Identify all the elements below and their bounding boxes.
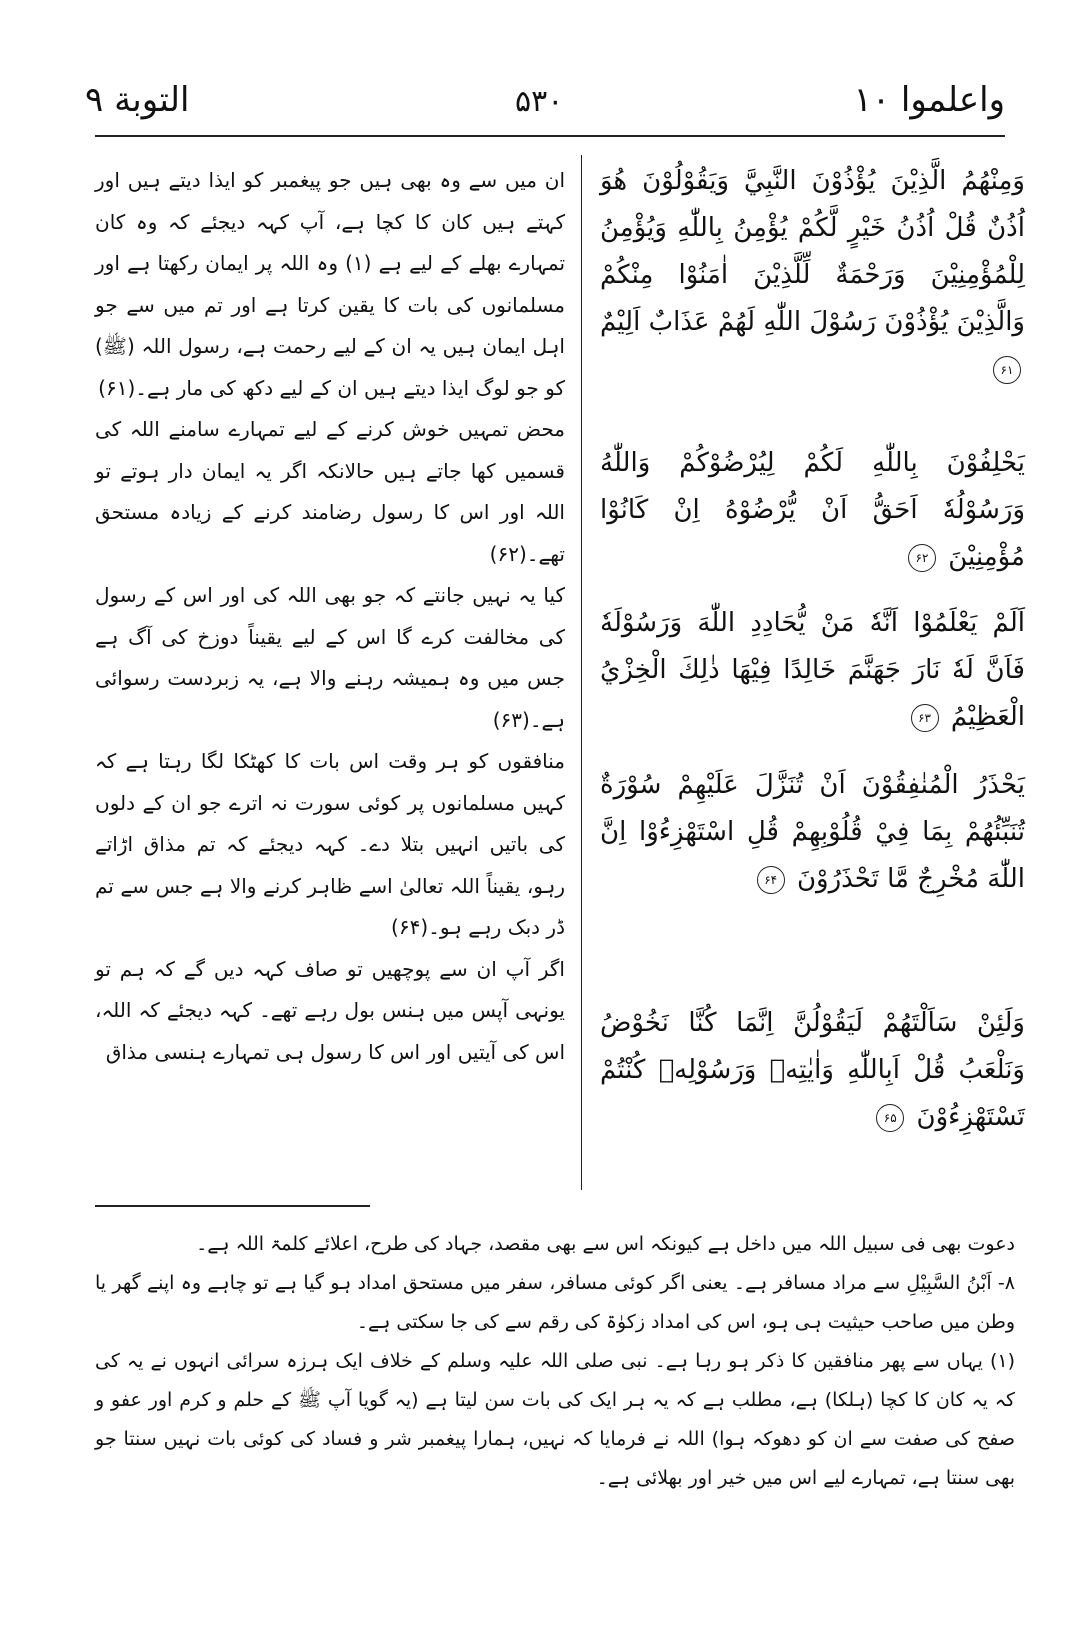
header-rule (95, 135, 1005, 137)
verse-text: يَحْذَرُ الْمُنٰفِقُوْنَ اَنْ تُنَزَّلَ عَلَيْهِمْ سُوْرَةٌ تُنَبِّئُهُمْ بِمَا فِيْ قُلُوْبِهِمْ قُلِ اسْتَهْزِءُوْا اِنَّ اللّٰهَ مُخْرِجٌ مَّا تَحْذَرُوْنَ (600, 770, 1025, 894)
verse-number-badge: ۶۱ (993, 356, 1021, 384)
translation-column (95, 160, 565, 1073)
translation-paragraph: اگر آپ ان سے پوچھیں تو صاف کہہ دیں گے کہ ہم تو یونہی آپس میں ہنس بول رہے تھے۔ کہہ دیجئے کہ اللہ، اس کی آیتیں اور اس کا رسول ہی تمہارے ہنسی مذاق (95, 956, 565, 1064)
verse-text: اَلَمْ يَعْلَمُوْا اَنَّهٗ مَنْ يُّحَادِدِ اللّٰهَ وَرَسُوْلَهٗ فَاَنَّ لَهٗ نَارَ جَهَنَّمَ خَالِدًا فِيْهَا ذٰلِكَ الْخِزْيُ الْعَظِيْمُ (600, 608, 1025, 732)
page-header (85, 80, 1005, 130)
footnote: (۱) یہاں سے پھر منافقین کا ذکر ہو رہا ہے۔ نبی صلی اللہ علیہ وسلم کے خلاف ایک ہرزہ سرائی انہوں نے یہ کی کہ یہ کان کا کچا (ہلکا) ہے، مطلب ہے کہ یہ ہر ایک کی بات سن لیتا ہے (یہ گویا آپ ﷺ کے حلم و کرم اور عفو و صفح کی صفت سے ان کو دھوکہ ہوا) اللہ نے فرمایا کہ نہیں، ہمارا پیغمبر شر و فساد کی کوئی بات نہیں سنتا جو بھی سنتا ہے، تمہارے لیے اس میں خیر اور بھلائی ہے۔ (95, 1350, 1015, 1489)
column-divider (581, 155, 582, 1190)
translation-paragraph: محض تمہیں خوش کرنے کے لیے تمہارے سامنے اللہ کی قسمیں کھا جاتے ہیں حالانکہ اگر یہ ایمان دار ہوتے تو اللہ اور اس کا رسول رضامند کرنے کے زیادہ مستحق تھے۔(۶۲) (95, 417, 565, 566)
translation-paragraph: ان میں سے وہ بھی ہیں جو پیغمبر کو ایذا دیتے ہیں اور کہتے ہیں کان کا کچا ہے، آپ کہہ دیجئے کہ وہ کان تمہارے بھلے کے لیے ہے (۱) وہ اللہ پر ایمان رکھتا ہے اور مسلمانوں کی بات کا یقین کرتا ہے اور تم میں سے جو اہل ایمان ہیں یہ ان کے لیے رحمت ہے، رسول اللہ (ﷺ) کو جو لوگ ایذا دیتے ہیں ان کے لیے دکھ کی مار ہے۔(۶۱) (95, 168, 566, 400)
arabic-verse (600, 762, 1025, 903)
translation-paragraph: کیا یہ نہیں جانتے کہ جو بھی اللہ کی اور اس کے رسول کی مخالفت کرے گا اس کے لیے یقیناً دوزخ کی آگ ہے جس میں وہ ہمیشہ رہنے والا ہے، یہ زبردست رسوائی ہے۔(۶۳) (95, 583, 565, 732)
verse-number-badge: ۶۳ (911, 704, 939, 732)
verse-number-badge: ۶۲ (908, 544, 936, 572)
verse-text: وَمِنْهُمُ الَّذِيْنَ يُؤْذُوْنَ النَّبِيَّ وَيَقُوْلُوْنَ هُوَ اُذُنٌ قُلْ اُذُنُ خَيْرٍ لَّكُمْ يُؤْمِنُ بِاللّٰهِ وَيُؤْمِنُ لِلْمُؤْمِنِيْنَ وَرَحْمَةٌ لِّلَّذِيْنَ اٰمَنُوْا مِنْكُمْ وَالَّذِيْنَ يُؤْذُوْنَ رَسُوْلَ اللّٰهِ لَهُمْ عَذَابٌ اَلِيْمٌ (600, 166, 1025, 337)
verse-text: يَحْلِفُوْنَ بِاللّٰهِ لَكُمْ لِيُرْضُوْكُمْ وَاللّٰهُ وَرَسُوْلُهٗ اَحَقُّ اَنْ يُّرْضُوْهُ اِنْ كَانُوْا مُؤْمِنِيْنَ (600, 448, 1025, 572)
verse-number-badge: ۶۵ (876, 1104, 904, 1132)
footnote: دعوت بھی فی سبیل اللہ میں داخل ہے کیونکہ اس سے بھی مقصد، جہاد کی طرح، اعلائے کلمۃ اللہ ہے۔ (196, 1233, 1015, 1255)
arabic-verse (600, 158, 1025, 393)
footnote: ۸- اَبْنُ السَّبِيْلِ سے مراد مسافر ہے۔ یعنی اگر کوئی مسافر، سفر میں مستحق امداد ہو گیا ہے تو چاہے وہ اپنے گھر یا وطن میں صاحب حیثیت ہی ہو، اس کی امداد زکوٰۃ کی رقم سے کی جا سکتی ہے۔ (95, 1272, 1015, 1333)
arabic-verse (600, 600, 1025, 741)
verse-text: وَلَئِنْ سَاَلْتَهُمْ لَيَقُوْلُنَّ اِنَّمَا كُنَّا نَخُوْضُ وَنَلْعَبُ قُلْ اَبِاللّٰهِ وَاٰيٰتِهٖ وَرَسُوْلِهٖ كُنْتُمْ تَسْتَهْزِءُوْنَ (600, 1008, 1025, 1132)
verse-number-badge: ۶۴ (757, 866, 785, 894)
arabic-verse (600, 440, 1025, 581)
arabic-verse (600, 1000, 1025, 1141)
footnotes (95, 1225, 1015, 1498)
juz-title: واعلموا ١٠ (853, 80, 1005, 120)
footnote-rule (95, 1205, 370, 1207)
surah-title: التوبة ٩ (85, 80, 190, 120)
page-number: ۵۳۰ (515, 84, 564, 119)
translation-paragraph: منافقوں کو ہر وقت اس بات کا کھٹکا لگا رہتا ہے کہ کہیں مسلمانوں پر کوئی سورت نہ اترے جو ان کے دلوں کی باتیں انہیں بتلا دے۔ کہہ دیجئے کہ تم مذاق اڑاتے رہو، یقیناً اللہ تعالیٰ اسے ظاہر کرنے والا ہے جس سے تم ڈر دبک رہے ہو۔(۶۴) (95, 749, 565, 939)
